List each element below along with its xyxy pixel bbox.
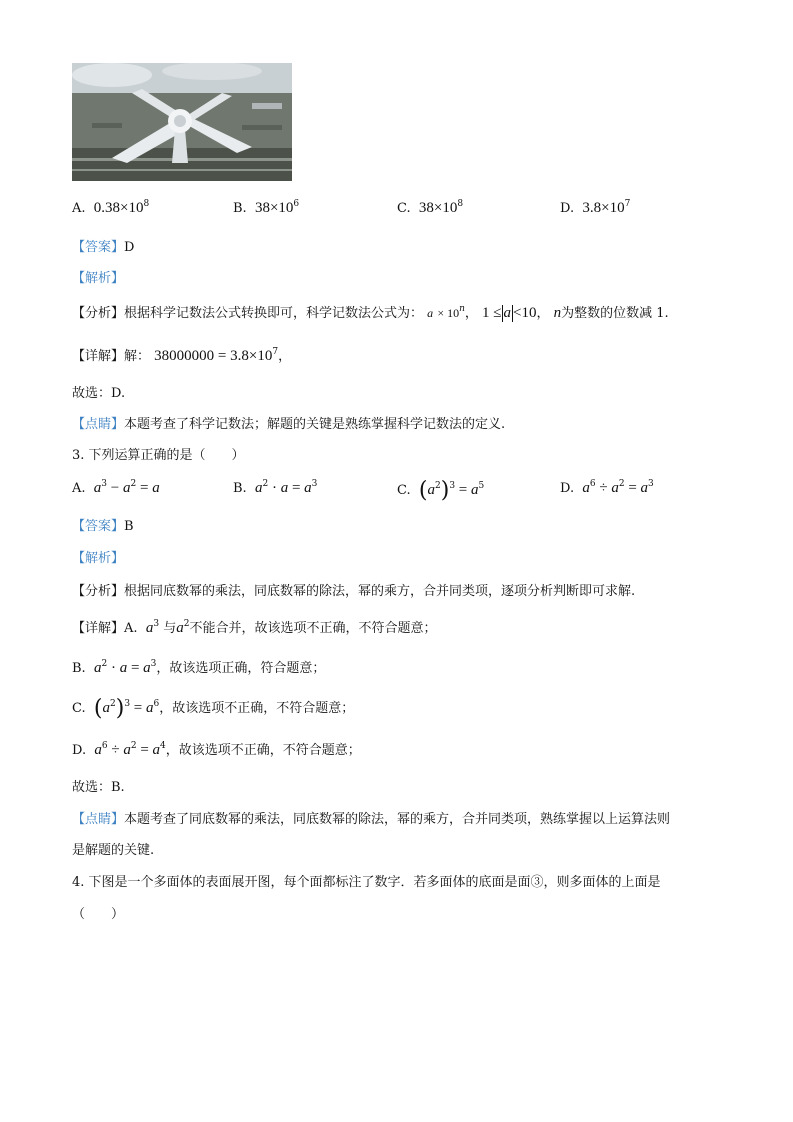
option-letter: A. <box>72 201 86 216</box>
math-exponent-n: n <box>459 304 465 314</box>
q3-conclusion: 故选：B. <box>72 780 125 795</box>
punct: ， <box>278 349 292 364</box>
q3-option-d: D. $a^6 \div a^2 = a^3$ <box>560 479 654 496</box>
detail-tag: 【详解】 <box>72 621 125 636</box>
math-range-right: <10 <box>513 305 537 321</box>
q3-option-b: B. $a^2 \cdot a = a^3$ <box>233 479 318 496</box>
q3-answer <box>72 515 134 534</box>
analysis-tag: 【分析】 <box>72 584 125 599</box>
q2-answer <box>72 236 134 255</box>
answer-value: D <box>124 240 135 255</box>
q2-option-b <box>233 200 299 217</box>
q2-option-a <box>72 200 149 217</box>
q3-detail-d: D. $a^6 \div a^2 = a^4$，故该选项不正确，不符合题意； <box>72 741 361 758</box>
answer-tag: 【答案】 <box>72 519 125 534</box>
analysis-text: 根据同底数幂的乘法，同底数幂的除法，幂的乘方，合并同类项，逐项分析判断即可求解. <box>124 584 636 599</box>
detail-tag: 【详解】 <box>72 349 125 364</box>
detail-text: ，故该选项正确，符合题意； <box>156 661 326 676</box>
detail-exponent: 7 <box>272 347 279 357</box>
detail-text: 解： <box>124 349 151 364</box>
option-letter: C. <box>397 201 411 216</box>
math-times-ten: × 10 <box>437 306 460 320</box>
q2-analysis <box>72 302 669 322</box>
detail-text: 不能合并，故该选项不正确，不符合题意； <box>189 621 437 636</box>
q3-comment-line2: 是解题的关键. <box>72 843 155 858</box>
answer-value: B <box>124 519 134 534</box>
option-expr: 38×10 <box>418 200 458 216</box>
q3-comment <box>72 808 670 827</box>
math-abs-a: a <box>503 305 512 321</box>
answer-tag: 【答案】 <box>72 240 125 255</box>
math-range-left: 1 ≤ <box>482 305 502 321</box>
airport-photo-drawing <box>72 63 292 181</box>
q2-comment <box>72 413 505 432</box>
q2-jiexi-tag <box>72 267 124 286</box>
q3-jiexi-tag <box>72 547 124 566</box>
option-letter: D. <box>560 201 575 216</box>
analysis-text: 根据科学记数法公式转换即可，科学记数法公式为： <box>124 306 424 321</box>
q4-stem-line1: 4. 下图是一个多面体的表面展开图，每个面都标注了数字．若多面体的底面是面③，则多面体的上面是 <box>72 875 661 890</box>
option-expr: 3.8×10 <box>582 200 625 216</box>
comment-text: 本题考查了科学记数法；解题的关键是熟练掌握科学记数法的定义. <box>124 417 506 432</box>
detail-prefix: C. <box>72 701 86 716</box>
option-exponent: 8 <box>457 199 464 209</box>
q3-detail-c: C. $(a^2)^3 = a^6$，故该选项不正确，不符合题意； <box>72 696 355 721</box>
q4-stem-line2: （ ） <box>72 907 125 922</box>
option-expr: 0.38×10 <box>93 200 144 216</box>
q2-conclusion: 故选：D. <box>72 386 126 401</box>
comment-tag: 【点睛】 <box>72 417 125 432</box>
option-letter: B. <box>233 201 247 216</box>
option-exponent: 7 <box>624 199 631 209</box>
option-expr: 38×10 <box>254 200 294 216</box>
q2-option-d <box>560 200 630 217</box>
analysis-tag: 【分析】 <box>72 306 125 321</box>
option-exponent: 6 <box>293 199 300 209</box>
q3-option-a: A. $a^3 - a^2 = a$ <box>72 479 160 496</box>
comment-text: 本题考查了同底数幂的乘法，同底数幂的除法，幂的乘方，合并同类项，熟练掌握以上运算法则 <box>124 812 671 827</box>
option-letter: D. <box>560 481 575 496</box>
punct: ， <box>536 306 550 321</box>
detail-text: ，故该选项不正确，不符合题意； <box>159 701 355 716</box>
jiexi-tag: 【解析】 <box>72 271 125 286</box>
airport-terminal-photo <box>72 63 292 181</box>
detail-and: 与 <box>163 621 177 636</box>
detail-prefix: B. <box>72 661 86 676</box>
q3-detail-b: B. $a^2 \cdot a = a^3$，故该选项正确，符合题意； <box>72 659 326 676</box>
math-var-n: n <box>553 305 562 321</box>
detail-prefix: A. <box>124 621 138 636</box>
q3-stem: 3. 下列运算正确的是（ ） <box>72 448 245 463</box>
detail-text: ，故该选项不正确，不符合题意； <box>165 743 361 758</box>
option-exponent: 8 <box>143 199 150 209</box>
detail-prefix: D. <box>72 743 87 758</box>
detail-expr: 38000000 = 3.8×10 <box>154 348 273 364</box>
jiexi-tag: 【解析】 <box>72 551 125 566</box>
q3-option-c: C. $(a^2)^3 = a^5$ <box>397 478 485 503</box>
punct: ， <box>464 306 478 321</box>
math-var-a: a <box>427 306 434 320</box>
option-letter: C. <box>397 483 411 498</box>
comment-tag: 【点睛】 <box>72 812 125 827</box>
option-letter: B. <box>233 481 247 496</box>
option-letter: A. <box>72 481 86 496</box>
q3-analysis <box>72 580 635 599</box>
q2-detail <box>72 345 291 365</box>
q2-option-c <box>397 200 463 217</box>
analysis-tail: 为整数的位数减 1. <box>561 306 669 321</box>
q3-detail-a: 【详解】A. $a^3$ 与$a^2$不能合并，故该选项不正确，不符合题意； <box>72 619 437 636</box>
